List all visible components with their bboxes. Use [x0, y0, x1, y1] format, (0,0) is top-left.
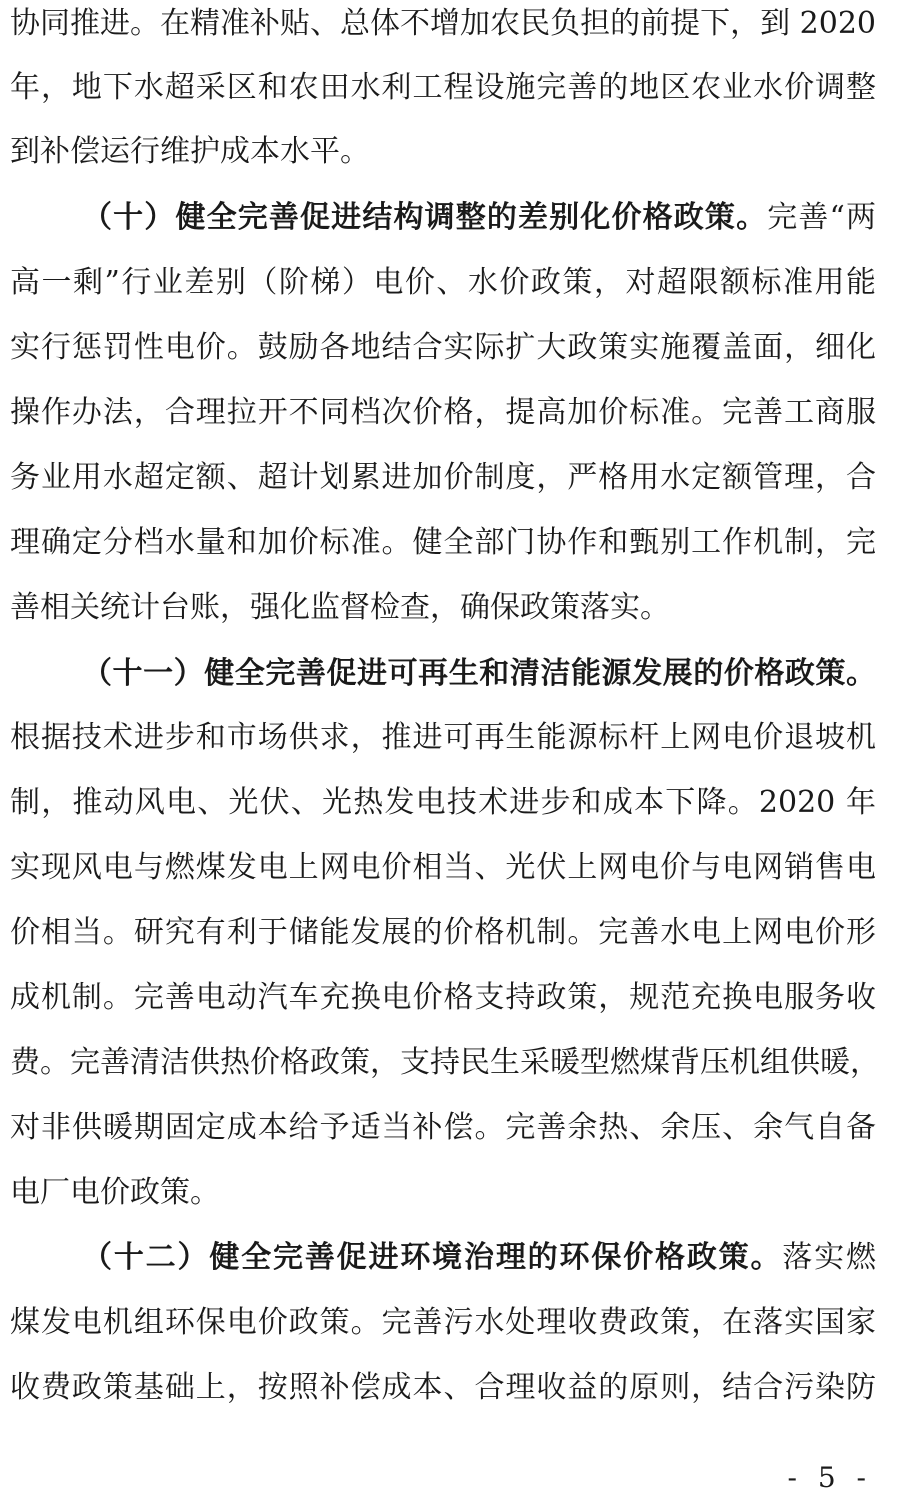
section-heading-line — [10, 196, 876, 240]
text-line — [10, 130, 876, 174]
text-run: 对非供暖期固定成本给予适当补偿。完善余热、余压、余气自备 — [10, 1110, 876, 1145]
text-run: 年，地下水超采区和农田水利工程设施完善的地区农业水价调整 — [10, 70, 876, 105]
section-heading-line — [10, 1236, 876, 1280]
text-line — [10, 456, 876, 500]
text-run: 善相关统计台账，强化监督检查，确保政策落实。 — [10, 590, 670, 625]
text-line — [10, 976, 876, 1020]
text-run: 理确定分档水量和加价标准。健全部门协作和甄别工作机制，完 — [10, 525, 876, 560]
text-run: 务业用水超定额、超计划累进加价制度，严格用水定额管理，合 — [10, 460, 876, 495]
text-line — [10, 1106, 876, 1150]
text-run: 落实燃 — [782, 1240, 877, 1275]
section-heading-12: （十二）健全完善促进环境治理的环保价格政策。 — [82, 1240, 783, 1275]
text-run: 费。完善清洁供热价格政策，支持民生采暖型燃煤背压机组供暖， — [10, 1045, 880, 1080]
text-run: 完善“两 — [767, 200, 876, 235]
text-run: 根据技术进步和市场供求，推进可再生能源标杆上网电价退坡机 — [10, 720, 876, 755]
text-line — [10, 326, 876, 370]
text-line — [10, 2, 876, 46]
text-run: 实行惩罚性电价。鼓励各地结合实际扩大政策实施覆盖面，细化 — [10, 330, 876, 365]
text-run: 高一剩”行业差别（阶梯）电价、水价政策，对超限额标准用能 — [10, 265, 876, 300]
text-run: 收费政策基础上，按照补偿成本、合理收益的原则，结合污染防 — [10, 1370, 876, 1405]
text-run: 制，推动风电、光伏、光热发电技术进步和成本下降。2020 年 — [10, 785, 876, 820]
text-run: 成机制。完善电动汽车充换电价格支持政策，规范充换电服务收 — [10, 980, 876, 1015]
text-run: 操作办法，合理拉开不同档次价格，提高加价标准。完善工商服 — [10, 395, 876, 430]
text-line — [10, 781, 876, 825]
section-heading-line — [10, 652, 876, 696]
text-run: 煤发电机组环保电价政策。完善污水处理收费政策，在落实国家 — [10, 1305, 876, 1340]
text-line — [10, 1171, 876, 1215]
text-line — [10, 66, 876, 110]
text-run: 实现风电与燃煤发电上网电价相当、光伏上网电价与电网销售电 — [10, 850, 876, 885]
section-heading-10: （十）健全完善促进结构调整的差别化价格政策。 — [82, 200, 768, 235]
text-run: 到补偿运行维护成本水平。 — [10, 134, 370, 169]
text-line — [10, 261, 876, 305]
text-line — [10, 1301, 876, 1345]
text-line — [10, 911, 876, 955]
text-line — [10, 521, 876, 565]
text-run: 协同推进。在精准补贴、总体不增加农民负担的前提下，到 2020 — [10, 6, 876, 41]
text-run: 价相当。研究有利于储能发展的价格机制。完善水电上网电价形 — [10, 915, 876, 950]
page-number: - 5 - — [787, 1461, 872, 1494]
text-line — [10, 1041, 880, 1085]
text-line — [10, 716, 876, 760]
section-heading-11: （十一）健全完善促进可再生和清洁能源发展的价格政策。 — [82, 656, 876, 691]
text-run: 电厂电价政策。 — [10, 1175, 220, 1210]
text-line — [10, 1366, 876, 1410]
text-line — [10, 846, 876, 890]
text-line — [10, 586, 876, 630]
text-line — [10, 391, 876, 435]
